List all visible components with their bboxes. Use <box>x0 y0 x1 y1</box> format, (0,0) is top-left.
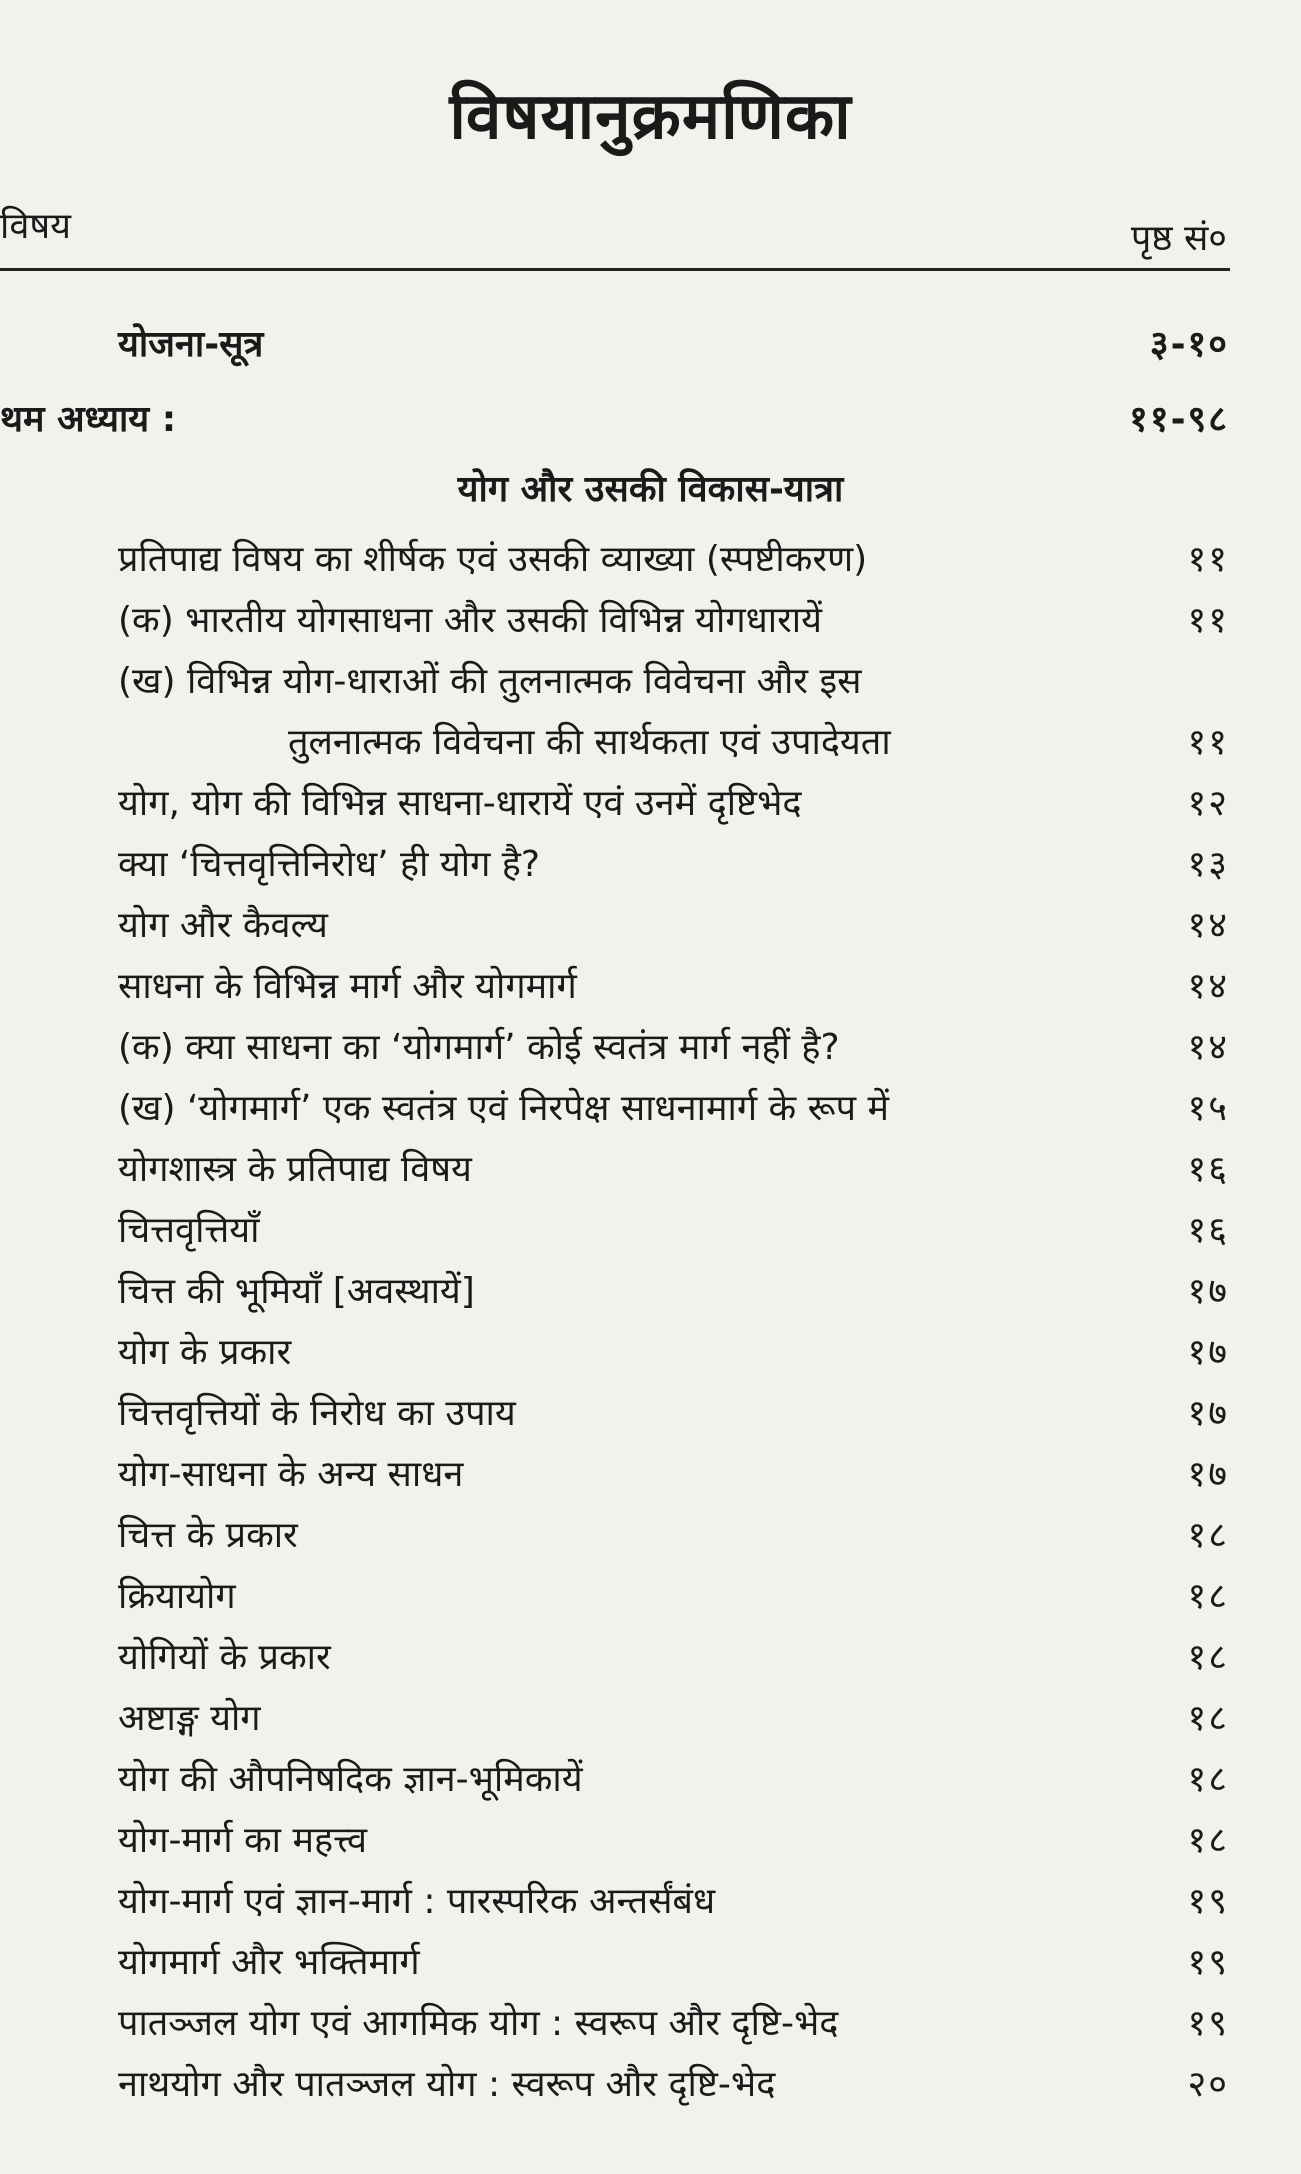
toc-entry-text: नाथयोग और पातञ्जल योग : स्वरूप और दृष्टि-भेद <box>118 2064 776 2105</box>
toc-entry-page: १४ <box>1187 905 1229 946</box>
toc-entry-page: १८ <box>1187 1515 1229 1556</box>
toc-row-yojana <box>0 315 1301 375</box>
toc-entry-page: १५ <box>1187 1088 1229 1129</box>
toc-entry-text: क्या ‘चित्तवृत्तिनिरोध’ ही योग है? <box>118 844 541 885</box>
list-item <box>0 1079 1301 1139</box>
toc-entry-page: १२ <box>1187 783 1229 824</box>
list-item <box>0 652 1301 712</box>
toc-entry-page: १७ <box>1187 1454 1229 1495</box>
toc-entry-text: योग, योग की विभिन्न साधना-धारायें एवं उनमें दृष्टिभेद <box>118 783 802 824</box>
list-item <box>0 1933 1301 1993</box>
toc-entry-text: चित्तवृत्तियाँ <box>118 1210 260 1251</box>
list-item <box>0 1628 1301 1688</box>
toc-entry-page: १८ <box>1187 1759 1229 1800</box>
toc-entry-page: १९ <box>1187 1881 1229 1922</box>
toc-entry-text: क्रियायोग <box>118 1576 236 1617</box>
toc-entry-page: १४ <box>1187 1027 1229 1068</box>
toc-entry-text: प्रतिपाद्य विषय का शीर्षक एवं उसकी व्याख्या (स्पष्टीकरण) <box>118 539 868 580</box>
toc-entry-page: १७ <box>1187 1271 1229 1312</box>
toc-entry-text: योजना-सूत्र <box>118 324 264 365</box>
toc-entry-text: पातञ्जल योग एवं आगमिक योग : स्वरूप और दृष्टि-भेद <box>118 2003 839 2044</box>
list-item <box>0 713 1301 773</box>
toc-entry-page: १८ <box>1187 1698 1229 1739</box>
toc-entry-text: चित्त की भूमियाँ [अवस्थायें] <box>118 1271 475 1312</box>
toc-entry-page: १६ <box>1187 1149 1229 1190</box>
list-item <box>0 1506 1301 1566</box>
list-item <box>0 1323 1301 1383</box>
toc-entry-text: तुलनात्मक विवेचना की सार्थकता एवं उपादेयता <box>288 722 891 763</box>
toc-entry-text: योगशास्त्र के प्रतिपाद्य विषय <box>118 1149 472 1190</box>
toc-entry-page: १९ <box>1187 2003 1229 2044</box>
column-header-page: पृष्ठ सं० <box>1130 218 1227 259</box>
list-item <box>0 2055 1301 2115</box>
list-item <box>0 1567 1301 1627</box>
toc-row-chapter-1 <box>0 390 1301 450</box>
chapter-heading: थम अध्याय : <box>0 399 177 440</box>
toc-entry-page: ११ <box>1187 722 1229 763</box>
list-item <box>0 1445 1301 1505</box>
section-title: योग और उसकी विकास-यात्रा <box>457 469 844 510</box>
toc-entry-text: योग और कैवल्य <box>118 905 328 946</box>
list-item <box>0 1018 1301 1078</box>
toc-entry-text: योग-साधना के अन्य साधन <box>118 1454 464 1495</box>
toc-entry-page: १८ <box>1187 1576 1229 1617</box>
toc-entry-page: १३ <box>1187 844 1229 885</box>
page-title: विषयानुक्रमणिका <box>449 80 852 154</box>
toc-entry-text: अष्टाङ्ग योग <box>118 1698 261 1739</box>
header-divider <box>0 268 1230 271</box>
toc-entry-text: योगियों के प्रकार <box>118 1637 331 1678</box>
toc-entry-text: योग-मार्ग एवं ज्ञान-मार्ग : पारस्परिक अन्तर्संबंध <box>118 1881 716 1922</box>
toc-entry-page: १८ <box>1187 1820 1229 1861</box>
toc-entry-text: (क) भारतीय योगसाधना और उसकी विभिन्न योगधारायें <box>118 600 822 641</box>
toc-entry-page: २० <box>1187 2064 1229 2105</box>
toc-entry-page: ११ <box>1187 600 1229 641</box>
toc-entry-page: १७ <box>1187 1393 1229 1434</box>
list-item <box>0 957 1301 1017</box>
toc-entry-page: ११ <box>1187 539 1229 580</box>
list-item <box>0 530 1301 590</box>
list-item <box>0 1994 1301 2054</box>
list-item <box>0 1140 1301 1200</box>
toc-entry-text: योग-मार्ग का महत्त्व <box>118 1820 367 1861</box>
toc-entry-page: १७ <box>1187 1332 1229 1373</box>
list-item <box>0 1689 1301 1749</box>
list-item <box>0 591 1301 651</box>
toc-entry-text: चित्त के प्रकार <box>118 1515 298 1556</box>
list-item <box>0 896 1301 956</box>
list-item <box>0 1201 1301 1261</box>
toc-entry-page: १६ <box>1187 1210 1229 1251</box>
list-item <box>0 1811 1301 1871</box>
list-item <box>0 1384 1301 1444</box>
list-item <box>0 774 1301 834</box>
toc-entry-text: योग के प्रकार <box>118 1332 292 1373</box>
toc-entry-text: (क) क्या साधना का ‘योगमार्ग’ कोई स्वतंत्र मार्ग नहीं है? <box>118 1027 840 1068</box>
list-item <box>0 835 1301 895</box>
chapter-page-range: ११-९८ <box>1129 399 1229 440</box>
toc-entry-page: ३-१० <box>1149 324 1229 365</box>
list-item <box>0 1262 1301 1322</box>
toc-entry-text: योगमार्ग और भक्तिमार्ग <box>118 1942 420 1983</box>
toc-entry-text: योग की औपनिषदिक ज्ञान-भूमिकायें <box>118 1759 583 1800</box>
toc-entry-text: (ख) विभिन्न योग-धाराओं की तुलनात्मक विवेचना और इस <box>118 661 862 702</box>
toc-entry-text: साधना के विभिन्न मार्ग और योगमार्ग <box>118 966 577 1007</box>
toc-entry-page: १४ <box>1187 966 1229 1007</box>
column-header-subject: विषय <box>0 206 72 247</box>
list-item <box>0 1872 1301 1932</box>
toc-entry-page: १८ <box>1187 1637 1229 1678</box>
toc-entry-page: १९ <box>1187 1942 1229 1983</box>
toc-entry-text: (ख) ‘योगमार्ग’ एक स्वतंत्र एवं निरपेक्ष साधनामार्ग के रूप में <box>118 1088 890 1129</box>
toc-entry-text: चित्तवृत्तियों के निरोध का उपाय <box>118 1393 516 1434</box>
list-item <box>0 1750 1301 1810</box>
